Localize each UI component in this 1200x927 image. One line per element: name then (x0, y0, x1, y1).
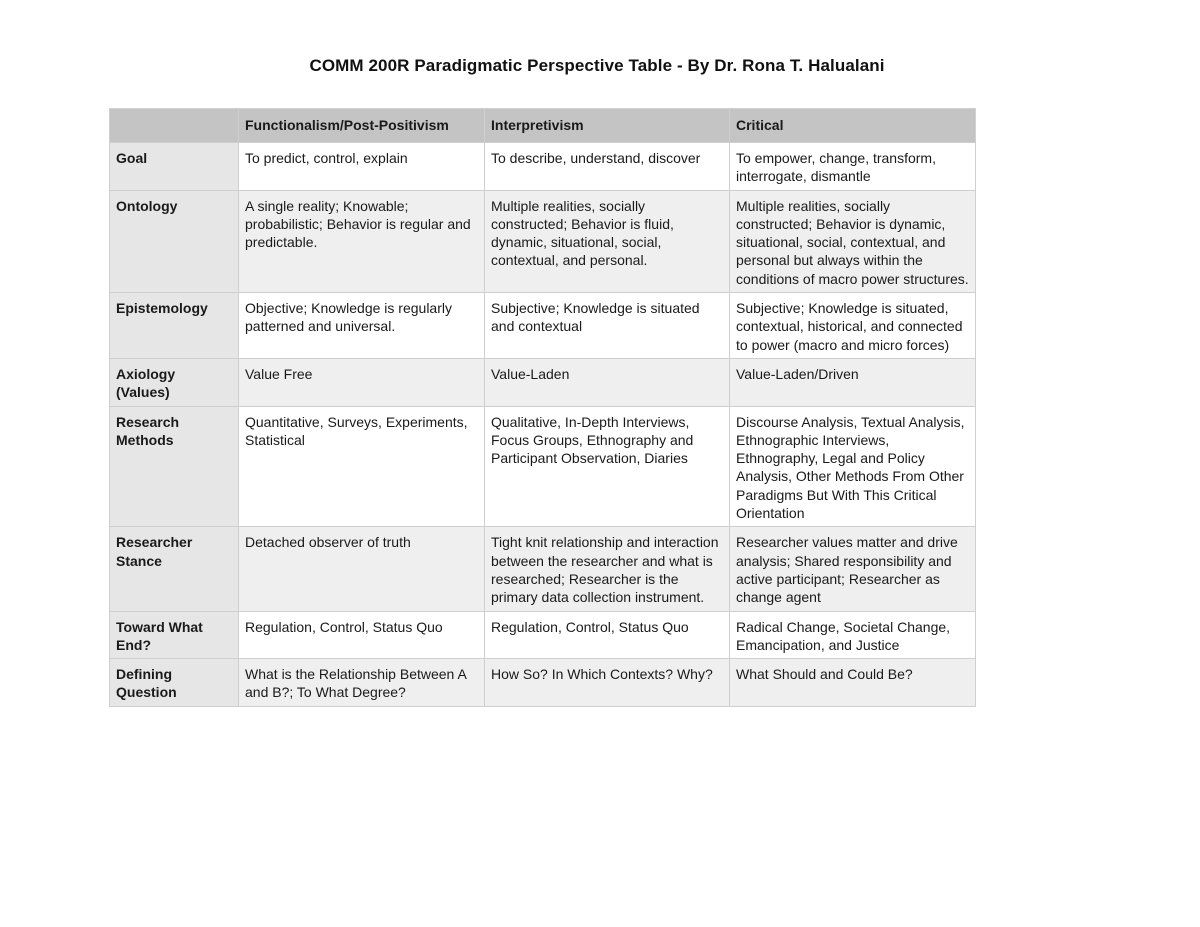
table-cell: Value-Laden (485, 358, 730, 406)
column-header-interpretivism: Interpretivism (485, 109, 730, 143)
row-label: Ontology (110, 190, 239, 292)
table-header-row (110, 109, 976, 143)
table-cell: Tight knit relationship and interaction between the researcher and what is researched; Researcher is the primary data collection instrument. (485, 527, 730, 611)
table-row-researcher-stance (110, 527, 976, 611)
table-cell: Detached observer of truth (239, 527, 485, 611)
table-cell: Subjective; Knowledge is situated, contextual, historical, and connected to power (macro and micro forces) (730, 293, 976, 359)
table-cell: Subjective; Knowledge is situated and contextual (485, 293, 730, 359)
table-cell: To empower, change, transform, interrogate, dismantle (730, 143, 976, 191)
document-title: COMM 200R Paradigmatic Perspective Table - By Dr. Rona T. Halualani (309, 56, 885, 75)
table-cell: A single reality; Knowable; probabilistic; Behavior is regular and predictable. (239, 190, 485, 292)
table-cell: Regulation, Control, Status Quo (485, 611, 730, 659)
table-row-research-methods (110, 406, 976, 527)
table-cell: To predict, control, explain (239, 143, 485, 191)
table-cell: Value-Laden/Driven (730, 358, 976, 406)
table-cell: Objective; Knowledge is regularly patterned and universal. (239, 293, 485, 359)
column-header-functionalism: Functionalism/Post-Positivism (239, 109, 485, 143)
table-row-axiology (110, 358, 976, 406)
table-cell: Value Free (239, 358, 485, 406)
column-header-critical: Critical (730, 109, 976, 143)
table-row-toward-what-end (110, 611, 976, 659)
row-label: Epistemology (110, 293, 239, 359)
table-cell: How So? In Which Contexts? Why? (485, 659, 730, 707)
table-cell: Multiple realities, socially constructed; Behavior is fluid, dynamic, situational, social, contextual, and personal. (485, 190, 730, 292)
row-label: Axiology (Values) (110, 358, 239, 406)
table-cell: Regulation, Control, Status Quo (239, 611, 485, 659)
row-label: Toward What End? (110, 611, 239, 659)
table-row-defining-question (110, 659, 976, 707)
row-label: Goal (110, 143, 239, 191)
table-row-epistemology (110, 293, 976, 359)
table-cell: What Should and Could Be? (730, 659, 976, 707)
table-row-ontology (110, 190, 976, 292)
paradigm-table (109, 108, 976, 707)
table-cell: Researcher values matter and drive analysis; Shared responsibility and active participant; Researcher as change agent (730, 527, 976, 611)
table-cell: What is the Relationship Between A and B?; To What Degree? (239, 659, 485, 707)
row-label: Researcher Stance (110, 527, 239, 611)
table-cell: Qualitative, In-Depth Interviews, Focus Groups, Ethnography and Participant Observation, Diaries (485, 406, 730, 527)
table-cell: Multiple realities, socially constructed; Behavior is dynamic, situational, social, contextual, and personal but always within the conditions of macro power structures. (730, 190, 976, 292)
table-cell: Quantitative, Surveys, Experiments, Statistical (239, 406, 485, 527)
table-cell: Discourse Analysis, Textual Analysis, Ethnographic Interviews, Ethnography, Legal and Policy Analysis, Other Methods From Other Paradigms But With This Critical Orientation (730, 406, 976, 527)
row-label: Defining Question (110, 659, 239, 707)
table-row-goal (110, 143, 976, 191)
table-cell: To describe, understand, discover (485, 143, 730, 191)
corner-header-cell (110, 109, 239, 143)
row-label: Research Methods (110, 406, 239, 527)
table-cell: Radical Change, Societal Change, Emancipation, and Justice (730, 611, 976, 659)
